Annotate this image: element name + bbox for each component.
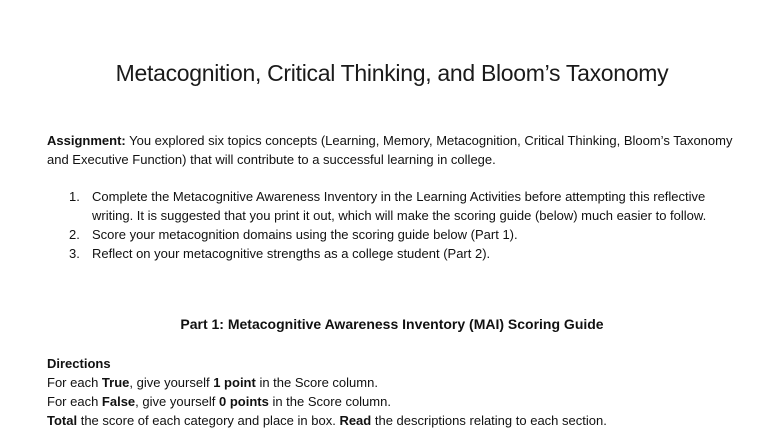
slide-title: Metacognition, Critical Thinking, and Bloom’s Taxonomy (115, 60, 669, 86)
step-item (47, 187, 747, 225)
step-text: Complete the Metacognitive Awareness Inventory in the Learning Activities before attempting this reflective writing. It is suggested that you print it out, which will make the scoring guide (below) much easier to follow. (92, 189, 707, 223)
points-value: 1 point (213, 375, 256, 390)
text-run: in the Score column. (255, 375, 378, 390)
directions-heading: Directions (47, 356, 111, 371)
text-run: the score of each category and place in box. (77, 413, 340, 428)
read-keyword: Read (339, 413, 372, 428)
true-keyword: True (101, 375, 130, 390)
assignment-paragraph (47, 131, 747, 169)
points-value: 0 points (219, 394, 269, 409)
step-item (47, 225, 747, 244)
step-number: 2. (69, 227, 80, 242)
text-run: the descriptions relating to each section. (371, 413, 607, 428)
step-number: 3. (69, 246, 80, 261)
directions-line-total (47, 411, 767, 430)
total-keyword: Total (47, 413, 78, 428)
assignment-label: Assignment: (47, 133, 126, 148)
assignment-text: You explored six topics concepts (Learning, Memory, Metacognition, Critical Thinking, Bloom’s Taxonomy and Executive Function) that will contribute to a successful learning in college. (47, 133, 733, 167)
text-run: For each (47, 394, 102, 409)
step-text: Reflect on your metacognitive strengths as a college student (Part 2). (92, 246, 491, 261)
text-run: in the Score column. (268, 394, 391, 409)
part1-heading: Part 1: Metacognitive Awareness Inventory (MAI) Scoring Guide (180, 316, 604, 332)
text-run: , give yourself (135, 394, 219, 409)
directions-line-true (47, 373, 767, 392)
text-run: , give yourself (129, 375, 214, 390)
step-item (47, 244, 747, 263)
steps-list (47, 187, 747, 263)
step-number: 1. (69, 189, 80, 204)
text-run: For each (47, 375, 102, 390)
directions-line-false (47, 392, 767, 411)
directions-block (47, 354, 767, 430)
false-keyword: False (101, 394, 136, 409)
step-text: Score your metacognition domains using the scoring guide below (Part 1). (92, 227, 518, 242)
